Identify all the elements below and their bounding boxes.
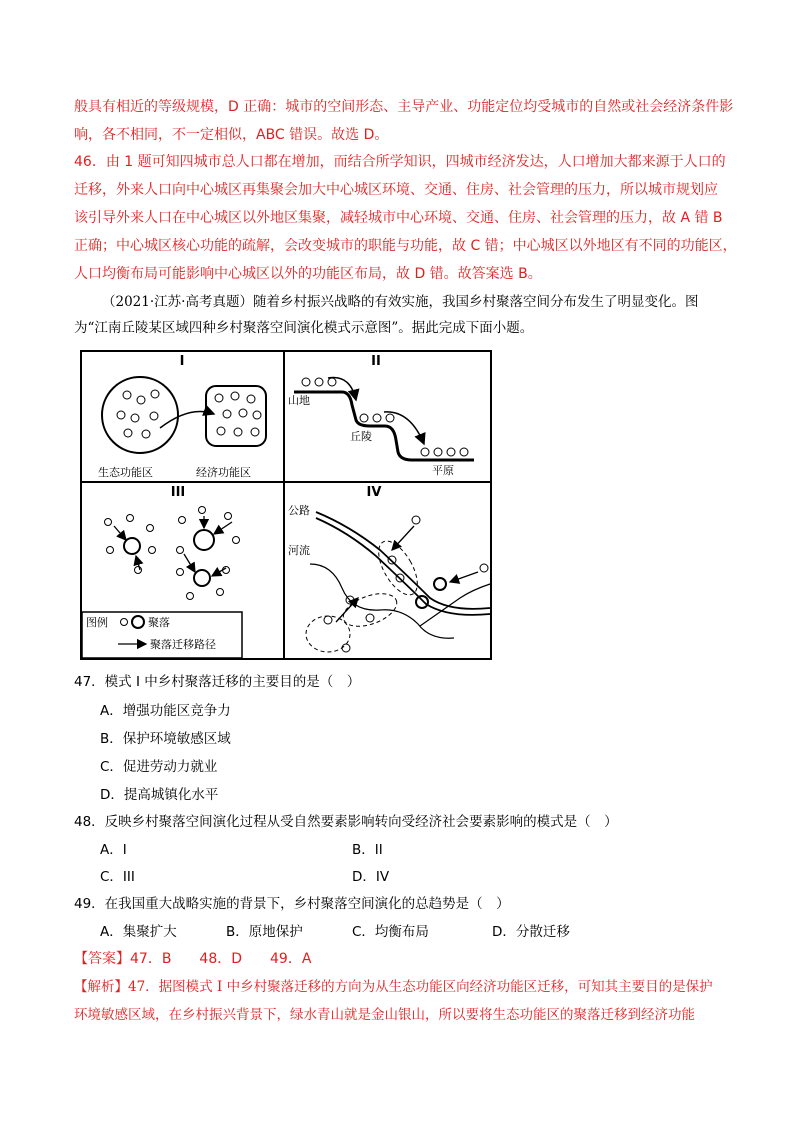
q48-option-b[interactable]: B．II xyxy=(352,842,383,858)
q47-option-a[interactable]: A．增强功能区竞争力 xyxy=(100,703,231,719)
q47-option-d[interactable]: D．提高城镇化水平 xyxy=(100,787,219,803)
explanation-line: 般具有相近的等级规模，D 正确：城市的空间形态、主导产业、功能定位均受城市的自然或社会经济条件影 xyxy=(74,99,734,115)
q48-option-c[interactable]: C．III xyxy=(100,869,135,885)
q46-explanation-line: 46．由 1 题可知四城市总人口都在增加，而结合所学知识，四城市经济发达，人口增加大都来源于人口的 xyxy=(74,154,726,170)
econ-zone-label: 经济功能区 xyxy=(196,466,251,479)
q49-stem: 49．在我国重大战略实施的背景下，乡村聚落空间演化的总趋势是（ ） xyxy=(74,896,510,912)
river-label: 河流 xyxy=(288,544,310,557)
q48-option-d[interactable]: D．IV xyxy=(352,869,390,885)
q46-explanation-line: 正确；中心城区核心功能的疏解，会改变城市的职能与功能，故 C 错；中心城区以外地区有不同的功能区， xyxy=(74,238,737,254)
q47-option-c[interactable]: C．促进劳动力就业 xyxy=(100,759,218,775)
plain-label: 平原 xyxy=(432,464,454,477)
settlement-evolution-diagram xyxy=(80,350,492,660)
legend-path: 聚落迁移路径 xyxy=(150,638,216,651)
intro-line: （2021·江苏·高考真题）随着乡村振兴战略的有效实施，我国乡村聚落空间分布发生了明显变化。图 xyxy=(102,294,699,310)
q49-option-a[interactable]: A．集聚扩大 xyxy=(100,924,177,940)
intro-line: 为“江南丘陵某区域四种乡村聚落空间演化模式示意图”。据此完成下面小题。 xyxy=(74,320,534,336)
panel-2-label: II xyxy=(371,354,381,369)
legend-title: 图例 xyxy=(86,616,108,629)
analysis-line: 环境敏感区域，在乡村振兴背景下，绿水青山就是金山银山，所以要将生态功能区的聚落迁移到经济功能 xyxy=(74,1007,695,1023)
legend xyxy=(82,612,242,658)
q47-option-b[interactable]: B．保护环境敏感区域 xyxy=(100,731,231,747)
legend-settlement: 聚落 xyxy=(148,616,170,629)
q47-stem: 47．模式 I 中乡村聚落迁移的主要目的是（ ） xyxy=(74,674,361,690)
mountain-label: 山地 xyxy=(288,394,310,407)
analysis-line: 【解析】47．据图模式 I 中乡村聚落迁移的方向为从生态功能区向经济功能区迁移，可知其主要目的是保护 xyxy=(74,979,713,995)
q46-explanation-line: 该引导外来人口在中心城区以外地区集聚，减轻城市中心环境、交通、住房、社会管理的压力，故 A 错 B xyxy=(74,210,723,226)
panel-1-label: I xyxy=(179,354,185,369)
q48-stem: 48．反映乡村聚落空间演化过程从受自然要素影响转向受经济社会要素影响的模式是（ ） xyxy=(74,814,618,830)
q49-option-b[interactable]: B．原地保护 xyxy=(226,924,303,940)
hill-label: 丘陵 xyxy=(350,430,372,443)
q48-option-a[interactable]: A．I xyxy=(100,842,127,858)
eco-zone-label: 生态功能区 xyxy=(98,466,153,479)
explanation-line: 响，各不相同，不一定相似，ABC 错误。故选 D。 xyxy=(74,127,389,143)
answer-line: 【答案】47．B 48．D 49．A xyxy=(74,951,312,967)
panel-3-label: III xyxy=(170,485,186,500)
road-label: 公路 xyxy=(288,504,310,517)
q46-explanation-line: 迁移，外来人口向中心城区再集聚会加大中心城区环境、交通、住房、社会管理的压力，所以城市规划应 xyxy=(74,182,718,198)
q49-option-c[interactable]: C．均衡布局 xyxy=(352,924,429,940)
q46-explanation-line: 人口均衡布局可能影响中心城区以外的功能区布局，故 D 错。故答案选 B。 xyxy=(74,266,542,282)
q49-option-d[interactable]: D．分散迁移 xyxy=(492,924,570,940)
panel-4-label: IV xyxy=(366,485,382,500)
